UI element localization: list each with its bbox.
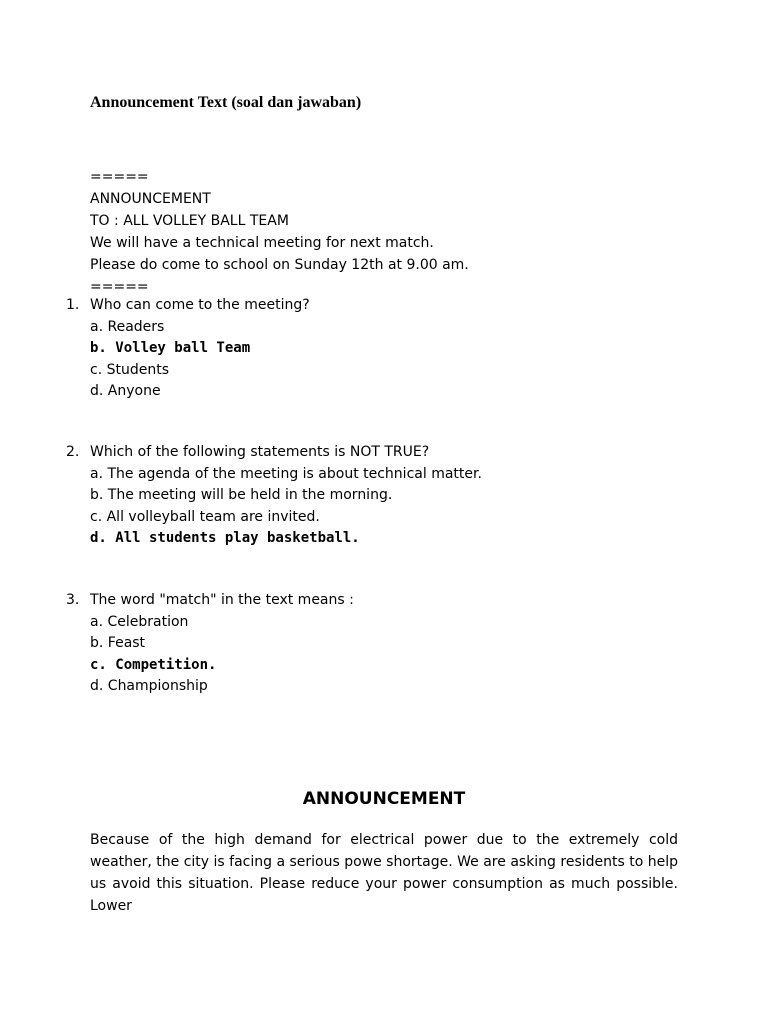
question-number: 2. (66, 444, 80, 460)
question-text: Who can come to the meeting? (90, 297, 310, 313)
document-title: Announcement Text (soal dan jawaban) (90, 94, 362, 111)
announcement-body-line-1: We will have a technical meeting for next match. (90, 235, 434, 251)
option-d: d. Anyone (90, 383, 161, 399)
separator-bottom: ===== (90, 279, 149, 295)
option-b-answer: b. Volley ball Team (90, 340, 251, 356)
option-d-answer: d. All students play basketball. (90, 530, 360, 546)
option-list (90, 612, 216, 698)
option-b: b. The meeting will be held in the morning. (90, 487, 393, 503)
option-c: c. All volleyball team are invited. (90, 508, 320, 525)
option-list (90, 464, 482, 550)
question-text: Which of the following statements is NOT TRUE? (90, 444, 430, 460)
announcement-body-line-2: Please do come to school on Sunday 12th at 9.00 am. (90, 257, 469, 273)
option-c-answer: c. Competition. (90, 656, 217, 673)
section-heading: ANNOUNCEMENT (302, 789, 466, 809)
option-b: b. Feast (90, 635, 146, 651)
option-a: a. Readers (90, 318, 165, 335)
option-a: a. The agenda of the meeting is about technical matter. (90, 465, 482, 482)
question-number: 1. (66, 297, 80, 313)
separator-top: ===== (90, 169, 149, 185)
option-d: d. Championship (90, 678, 208, 694)
question-text: The word "match" in the text means : (90, 592, 354, 608)
option-a: a. Celebration (90, 613, 189, 630)
announcement-heading: ANNOUNCEMENT (90, 191, 211, 207)
announcement-paragraph: Because of the high demand for electrical power due to the extremely cold weather, the city is facing a serious powe shortage. We are asking residents to help us avoid this situation. Please reduce your power consumption as much possible. Lower (90, 832, 679, 914)
question-number: 3. (66, 592, 80, 608)
announcement-recipient: TO : ALL VOLLEY BALL TEAM (90, 213, 289, 229)
announcement-box (90, 166, 469, 298)
option-c: c. Students (90, 361, 170, 378)
option-list (90, 317, 250, 403)
